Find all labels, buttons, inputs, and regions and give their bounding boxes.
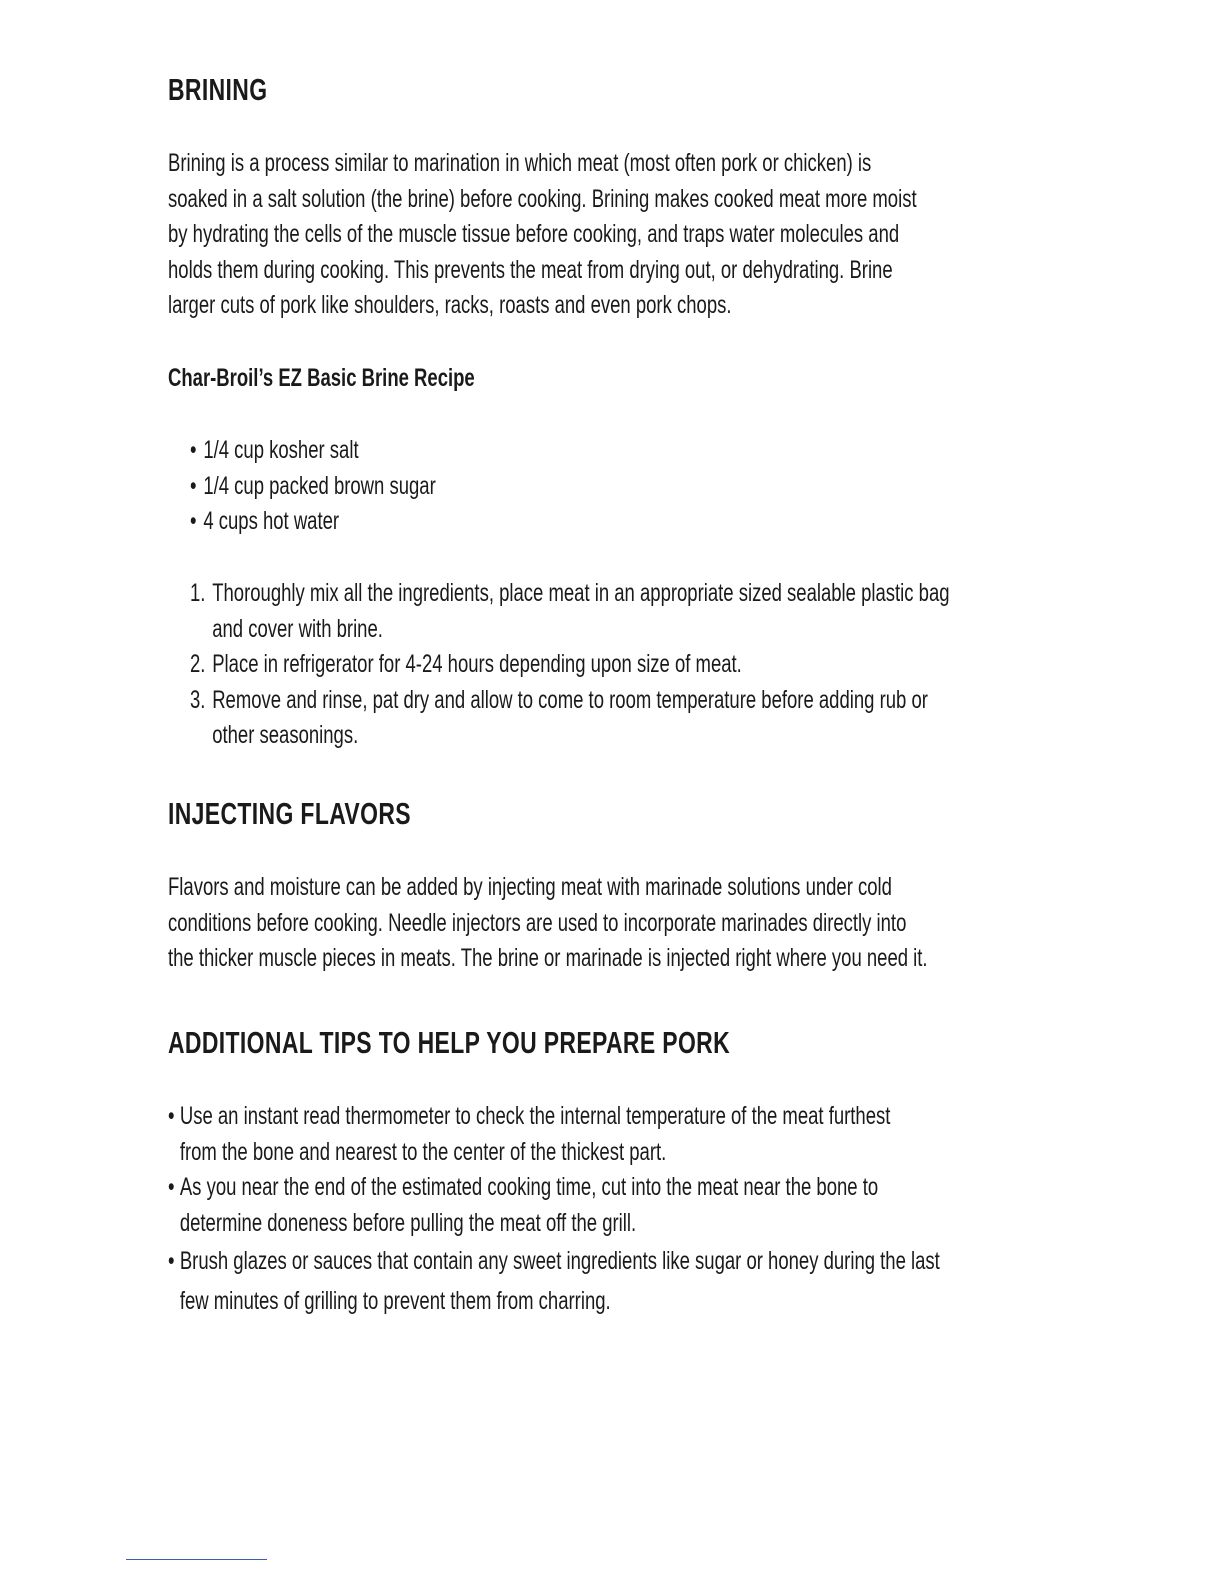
step-number: 1.: [190, 579, 206, 607]
step-line: and cover with brine.: [212, 614, 383, 643]
brining-line: holds them during cooking. This prevents the meat from drying out, or dehydrating. Brine: [168, 255, 893, 284]
brining-line: larger cuts of pork like shoulders, racks, roasts and even pork chops.: [168, 291, 732, 319]
step-line: Place in refrigerator for 4-24 hours depending upon size of meat.: [212, 650, 742, 678]
injecting-line: the thicker muscle pieces in meats. The brine or marinade is injected right where you need it.: [168, 944, 928, 972]
recipe-steps: [190, 576, 1224, 754]
tip-line: from the bone and nearest to the center of the thickest part.: [179, 1137, 667, 1166]
tip-line: Use an instant read thermometer to check the internal temperature of the meat furthest: [179, 1102, 891, 1130]
injecting-paragraph: [168, 870, 1048, 977]
step-number: 3.: [190, 685, 206, 714]
step-line: Remove and rinse, pat dry and allow to come to room temperature before adding rub or: [212, 685, 928, 714]
tip-line: determine doneness before pulling the meat off the grill.: [179, 1208, 637, 1237]
tip-line: Brush glazes or sauces that contain any sweet ingredients like sugar or honey during the last: [179, 1247, 940, 1275]
injecting-line: Flavors and moisture can be added by injecting meat with marinade solutions under cold: [168, 873, 892, 901]
brining-line: soaked in a salt solution (the brine) before cooking. Brining makes cooked meat more moist: [168, 184, 917, 213]
injecting-title: INJECTING FLAVORS: [168, 796, 411, 831]
step-line: other seasonings.: [212, 721, 359, 749]
brining-title: BRINING: [168, 72, 268, 107]
brining-paragraph: [168, 146, 1048, 324]
tips-section-title-wrap: [168, 1025, 928, 1061]
ingredient-item: • 1/4 cup kosher salt: [190, 433, 522, 469]
ingredient-item: • 4 cups hot water: [190, 504, 522, 540]
step-item: [190, 647, 1224, 683]
step-item: [190, 683, 1224, 754]
tip-line: As you near the end of the estimated cooking time, cut into the meat near the bone to: [179, 1173, 879, 1201]
injecting-line: conditions before cooking. Needle injectors are used to incorporate marinades directly into: [168, 908, 907, 937]
tip-item: [168, 1241, 1224, 1321]
tip-line: few minutes of grilling to prevent them from charring.: [179, 1287, 611, 1315]
tips-list: [168, 1099, 1224, 1321]
ingredient-item: • 1/4 cup packed brown sugar: [190, 469, 522, 505]
injecting-section-title-wrap: [168, 796, 496, 832]
brining-line: by hydrating the cells of the muscle tissue before cooking, and traps water molecules and: [168, 220, 900, 248]
brining-section-title-wrap: [168, 72, 302, 108]
recipe-title: Char-Broil’s EZ Basic Brine Recipe: [168, 364, 475, 392]
recipe-title-wrap: [168, 362, 582, 394]
ingredient-list: [190, 433, 522, 540]
brining-line: Brining is a process similar to marination in which meat (most often pork or chicken) is: [168, 149, 872, 177]
tips-title: ADDITIONAL TIPS TO HELP YOU PREPARE PORK: [168, 1025, 731, 1060]
step-item: [190, 576, 1224, 647]
tip-item: [168, 1170, 1224, 1241]
step-number: 2.: [190, 650, 206, 678]
footer-rule: [126, 1559, 267, 1560]
tip-item: [168, 1099, 1224, 1170]
step-line: Thoroughly mix all the ingredients, place meat in an appropriate sized sealable plastic bag: [212, 579, 950, 607]
